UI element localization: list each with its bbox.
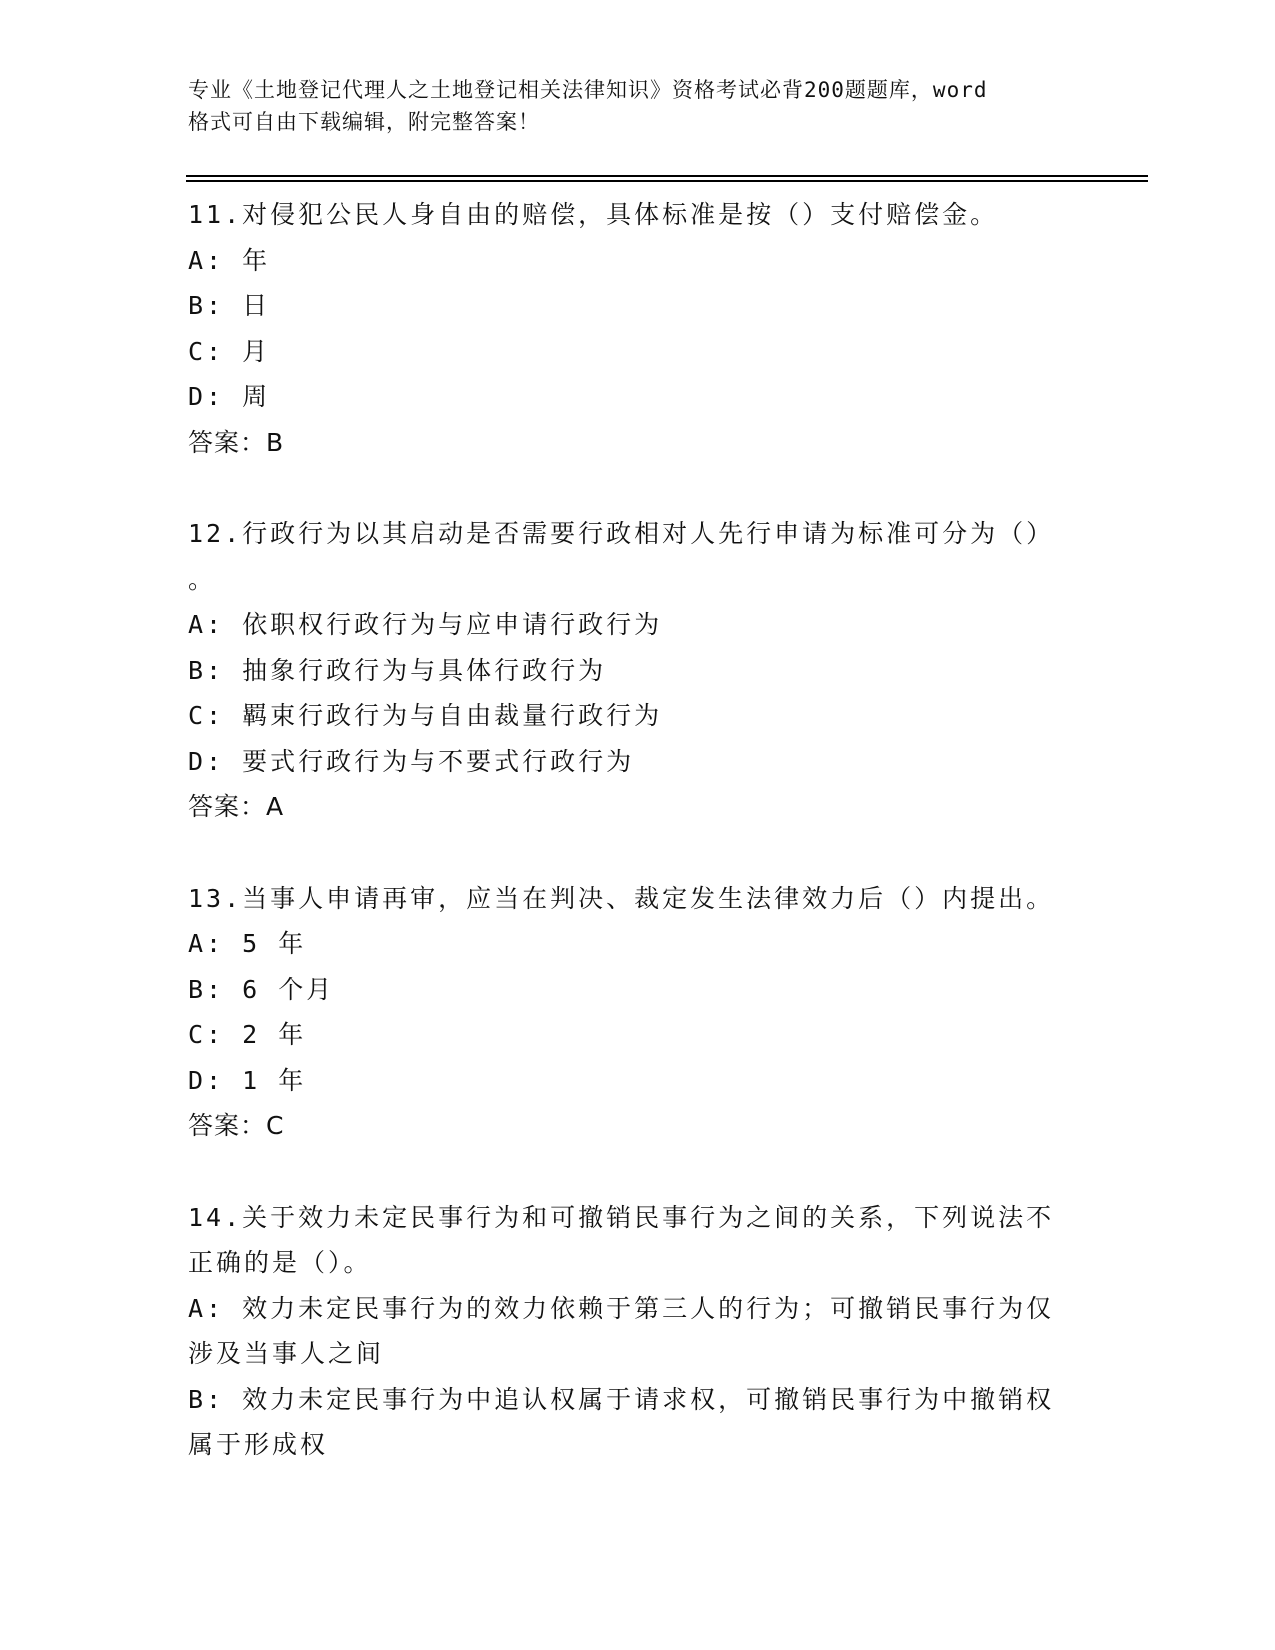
option-a-continued: 涉及当事人之间	[188, 1339, 385, 1368]
option-c: C: 月	[188, 336, 271, 366]
question-13	[188, 876, 1068, 1149]
header-line-2: 格式可自由下载编辑，附完整答案！	[188, 110, 540, 134]
question-title: 12.行政行为以其启动是否需要行政相对人先行申请为标准可分为（）	[188, 519, 1055, 548]
question-14	[188, 1195, 1068, 1468]
answer: 答案：A	[188, 792, 285, 821]
question-title-continued: 正确的是（）。	[188, 1248, 372, 1277]
question-12	[188, 511, 1068, 830]
option-d: D: 周	[188, 382, 271, 411]
option-b: B: 6 个月	[188, 974, 335, 1004]
question-title: 14.关于效力未定民事行为和可撤销民事行为之间的关系，下列说法不	[188, 1202, 1055, 1232]
question-title-continued: 。	[188, 564, 217, 594]
option-c: C: 羁束行政行为与自由裁量行政行为	[188, 701, 663, 730]
header-line-1: 专业《土地登记代理人之土地登记相关法律知识》资格考试必背200题题库，word	[188, 78, 988, 102]
header-divider-top	[186, 175, 1148, 177]
question-title: 13.当事人申请再审，应当在判决、裁定发生法律效力后（）内提出。	[188, 883, 1055, 913]
option-d: D: 要式行政行为与不要式行政行为	[188, 746, 635, 776]
option-d: D: 1 年	[188, 1065, 307, 1095]
spacer	[188, 465, 1068, 511]
answer: 答案：B	[188, 427, 285, 457]
option-b: B: 抽象行政行为与具体行政行为	[188, 655, 607, 685]
option-b: B: 效力未定民事行为中追认权属于请求权，可撤销民事行为中撤销权	[188, 1384, 1055, 1414]
spacer	[188, 830, 1068, 876]
option-a: A: 依职权行政行为与应申请行政行为	[188, 610, 663, 639]
header-divider-bottom	[186, 180, 1148, 182]
question-list	[188, 192, 1068, 1468]
spacer	[188, 1149, 1068, 1195]
question-title: 11.对侵犯公民人身自由的赔偿，具体标准是按（）支付赔偿金。	[188, 200, 999, 229]
option-b-continued: 属于形成权	[188, 1430, 329, 1459]
question-11	[188, 192, 1068, 465]
option-a: A: 5 年	[188, 929, 307, 958]
option-c: C: 2 年	[188, 1020, 307, 1049]
option-a: A: 年	[188, 245, 271, 275]
answer: 答案：C	[188, 1111, 285, 1140]
document-header	[188, 74, 1088, 138]
option-a: A: 效力未定民事行为的效力依赖于第三人的行为；可撤销民事行为仅	[188, 1293, 1055, 1323]
option-b: B: 日	[188, 291, 271, 320]
